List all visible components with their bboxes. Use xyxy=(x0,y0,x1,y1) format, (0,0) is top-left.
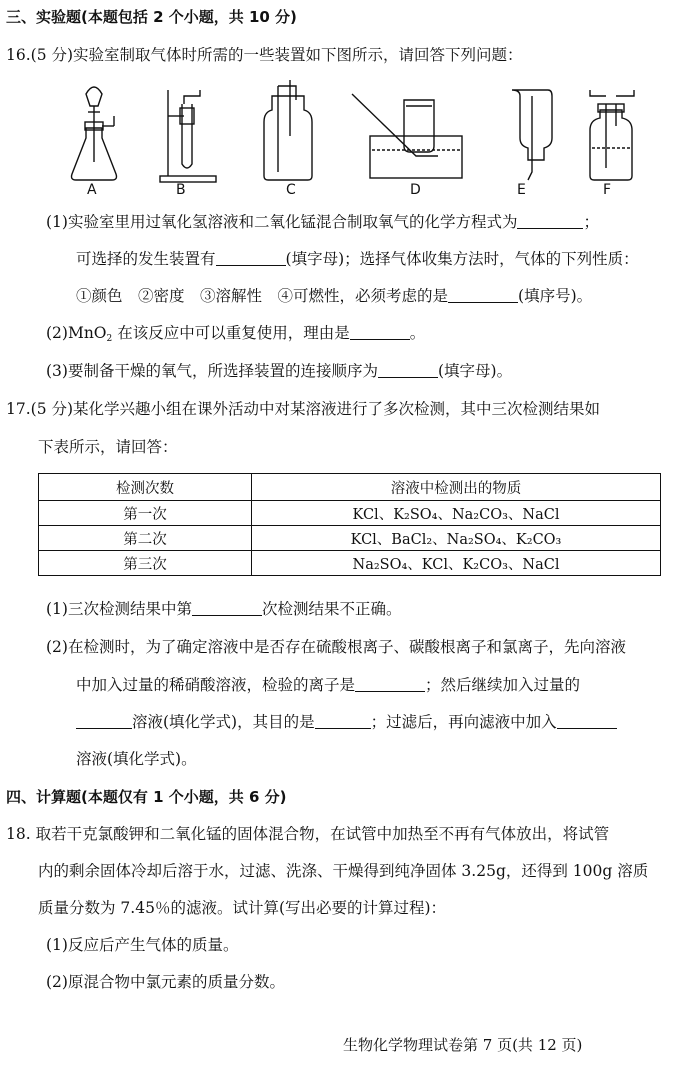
table-header: 溶液中检测出的物质 xyxy=(252,474,661,501)
table-cell: KCl、K₂SO₄、Na₂CO₃、NaCl xyxy=(252,501,661,526)
q16-stem: 16.(5 分)实验室制取气体时所需的一些装置如下图所示，请回答下列问题： xyxy=(6,46,523,64)
apparatus-f-wash-bottle-icon xyxy=(590,90,634,180)
q18-part1: (1)反应后产生气体的质量。 xyxy=(46,936,239,954)
answer-blank[interactable] xyxy=(448,286,518,303)
q16-part1-line2: 可选择的发生装置有 (填字母)；选择气体收集方法时，气体的下列性质： xyxy=(76,250,639,268)
q16-part2: (2)MnO$_2$ 在该反应中可以重复使用，理由是 。 xyxy=(46,324,426,344)
apparatus-label-e: E xyxy=(517,182,526,198)
apparatus-c-bottle-icon xyxy=(264,80,312,180)
section4-title: 四、计算题(本题仅有 1 个小题，共 6 分) xyxy=(6,788,287,806)
table-row xyxy=(39,551,661,576)
answer-blank[interactable] xyxy=(517,212,583,229)
apparatus-label-b: B xyxy=(176,182,186,198)
apparatus-e-bottle-icon xyxy=(512,90,552,180)
q18-line1: 18. 取若干克氯酸钾和二氧化锰的固体混合物，在试管中加热至不再有气体放出，将试管 xyxy=(6,825,610,843)
section3-title: 三、实验题(本题包括 2 个小题，共 10 分) xyxy=(6,8,297,26)
q16-part3: (3)要制备干燥的氧气，所选择装置的连接顺序为 (填字母)。 xyxy=(46,362,513,380)
apparatus-label-a: A xyxy=(87,182,97,198)
q18-line3: 质量分数为 7.45％的滤液。试计算(写出必要的计算过程)： xyxy=(38,899,447,917)
answer-blank[interactable] xyxy=(350,323,410,340)
q17-stem-line1: 17.(5 分)某化学兴趣小组在课外活动中对某溶液进行了多次检测，其中三次检测结果如 xyxy=(6,400,601,418)
q17-part1: (1)三次检测结果中第 次检测结果不正确。 xyxy=(46,600,402,618)
table-cell: 第三次 xyxy=(39,551,252,576)
table-header-row xyxy=(39,474,661,501)
q17-part2-line4: 溶液(填化学式)。 xyxy=(76,750,197,768)
answer-blank[interactable] xyxy=(355,675,425,692)
apparatus-d-water-trough-icon xyxy=(352,94,462,178)
q17-part2-line1: (2)在检测时，为了确定溶液中是否存在硫酸根离子、碳酸根离子和氯离子，先向溶液 xyxy=(46,638,626,656)
table-cell: 第二次 xyxy=(39,526,252,551)
answer-blank[interactable] xyxy=(216,249,286,266)
answer-blank[interactable] xyxy=(378,361,438,378)
q18-part2: (2)原混合物中氯元素的质量分数。 xyxy=(46,973,285,991)
detection-results-table xyxy=(38,473,661,576)
q16-part1-line3: ①颜色 ②密度 ③溶解性 ④可燃性，必须考虑的是 (填序号)。 xyxy=(76,287,593,305)
apparatus-a-flask-icon xyxy=(72,87,117,180)
table-cell: Na₂SO₄、KCl、K₂CO₃、NaCl xyxy=(252,551,661,576)
q17-stem-line2: 下表所示，请回答： xyxy=(38,438,178,456)
table-row xyxy=(39,526,661,551)
apparatus-label-f: F xyxy=(603,182,612,198)
table-row xyxy=(39,501,661,526)
answer-blank[interactable] xyxy=(76,712,132,729)
table-header: 检测次数 xyxy=(39,474,252,501)
apparatus-label-d: D xyxy=(410,182,421,198)
table-cell: 第一次 xyxy=(39,501,252,526)
table-cell: KCl、BaCl₂、Na₂SO₄、K₂CO₃ xyxy=(252,526,661,551)
q17-part2-line3: 溶液(填化学式)，其目的是 ；过滤后，再向滤液中加入 xyxy=(76,711,617,733)
answer-blank[interactable] xyxy=(557,712,617,729)
page-footer: 生物化学物理试卷第 7 页(共 12 页) xyxy=(343,1036,583,1054)
answer-blank[interactable] xyxy=(315,712,371,729)
q16-part1-line1: (1)实验室里用过氧化氢溶液和二氧化锰混合制取氧气的化学方程式为 ； xyxy=(46,213,599,231)
q17-part2-line2: 中加入过量的稀硝酸溶液，检验的离子是 ；然后继续加入过量的 xyxy=(76,676,581,694)
apparatus-b-test-tube-icon xyxy=(160,90,216,182)
apparatus-illustration xyxy=(60,76,660,202)
q18-line2: 内的剩余固体冷却后溶于水，过滤、洗涤、干燥得到纯净固体 3.25g，还得到 100g 溶质 xyxy=(38,862,649,880)
answer-blank[interactable] xyxy=(192,599,262,616)
apparatus-label-c: C xyxy=(286,182,296,198)
